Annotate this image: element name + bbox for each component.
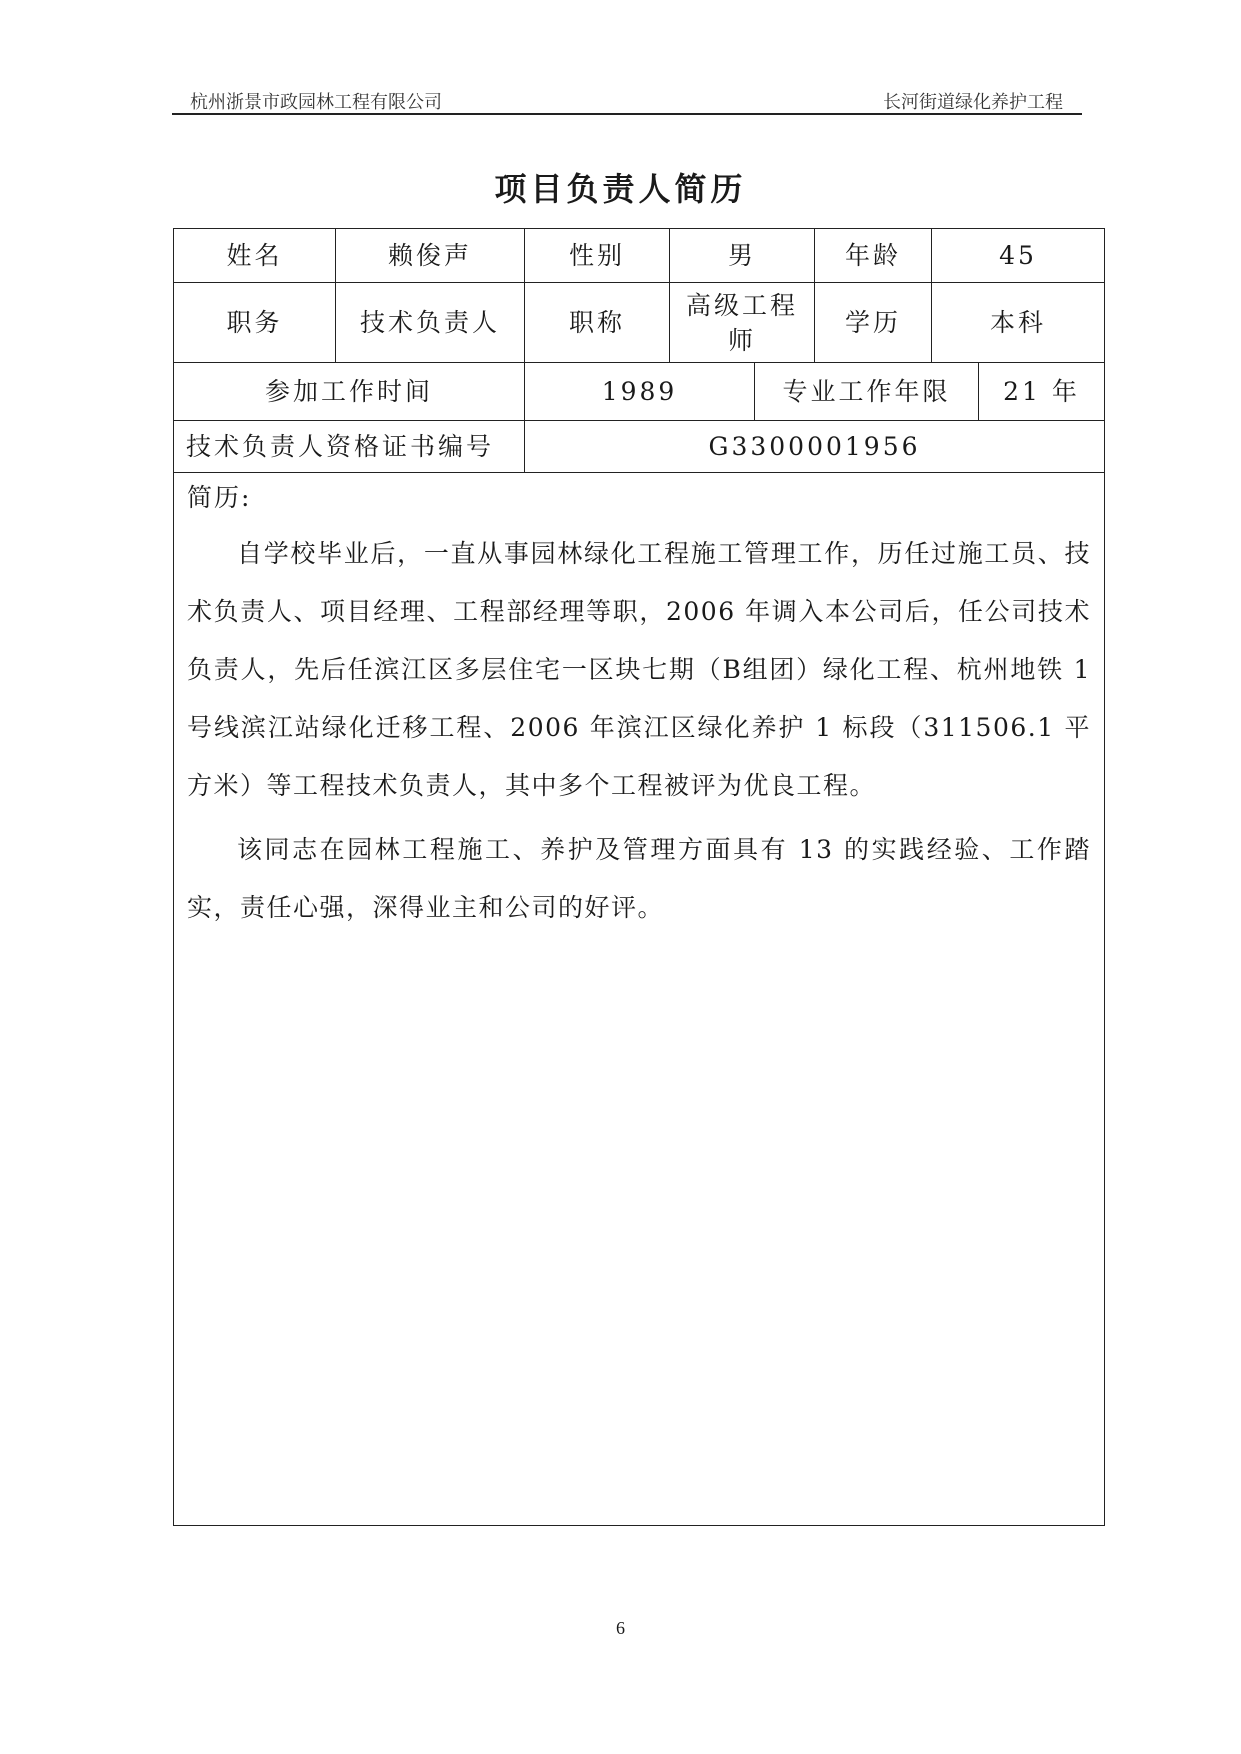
- age-label: 年龄: [814, 229, 931, 282]
- page-number: 6: [616, 1618, 625, 1638]
- education-value: 本科: [931, 283, 1104, 362]
- name-value: 赖俊声: [335, 229, 524, 282]
- resume-paragraph: 自学校毕业后，一直从事园林绿化工程施工管理工作，历任过施工员、技术负责人、项目经理、工程部经理等职，2006 年调入本公司后，任公司技术负责人，先后任滨江区多层住宅一区块七期（B组团）绿化工程、杭州地铁 1 号线滨江站绿化迁移工程、2006 年滨江区绿化养护 1 标段（311506.1 平方米）等工程技术负责人，其中多个工程被评为优良工程。: [187, 539, 1091, 800]
- age-value: 45: [931, 229, 1104, 282]
- resume-paragraph: 该同志在园林工程施工、养护及管理方面具有 13 的实践经验、工作踏实，责任心强，深得业主和公司的好评。: [187, 835, 1091, 922]
- work-years-value: 21 年: [978, 363, 1104, 420]
- resume-section: [174, 473, 1104, 1525]
- work-start-value: 1989: [524, 363, 754, 420]
- form-row-basic-info: [174, 229, 1104, 283]
- resume-label: 简历:: [187, 483, 252, 512]
- education-label: 学历: [814, 283, 931, 362]
- form-row-work-history: [174, 363, 1104, 421]
- gender-value: 男: [669, 229, 814, 282]
- header-divider: [172, 113, 1082, 115]
- position-value: 技术负责人: [335, 283, 524, 362]
- professional-title-label: 职称: [524, 283, 669, 362]
- name-label: 姓名: [226, 241, 283, 270]
- work-start-label: 参加工作时间: [264, 377, 433, 406]
- certificate-label: 技术负责人资格证书编号: [186, 432, 495, 461]
- header-project: 长河街道绿化养护工程: [883, 92, 1063, 113]
- gender-label: 性别: [524, 229, 669, 282]
- form-row-position: [174, 283, 1104, 363]
- professional-title-value: 高级工程师: [669, 283, 814, 362]
- work-years-label: 专业工作年限: [754, 363, 978, 420]
- resume-form: [173, 228, 1105, 1526]
- header-company: 杭州浙景市政园林工程有限公司: [190, 92, 442, 113]
- certificate-number: G3300001956: [524, 421, 1104, 472]
- form-row-certificate: [174, 421, 1104, 473]
- page-title: 项目负责人简历: [494, 170, 747, 208]
- position-label: 职务: [226, 308, 283, 337]
